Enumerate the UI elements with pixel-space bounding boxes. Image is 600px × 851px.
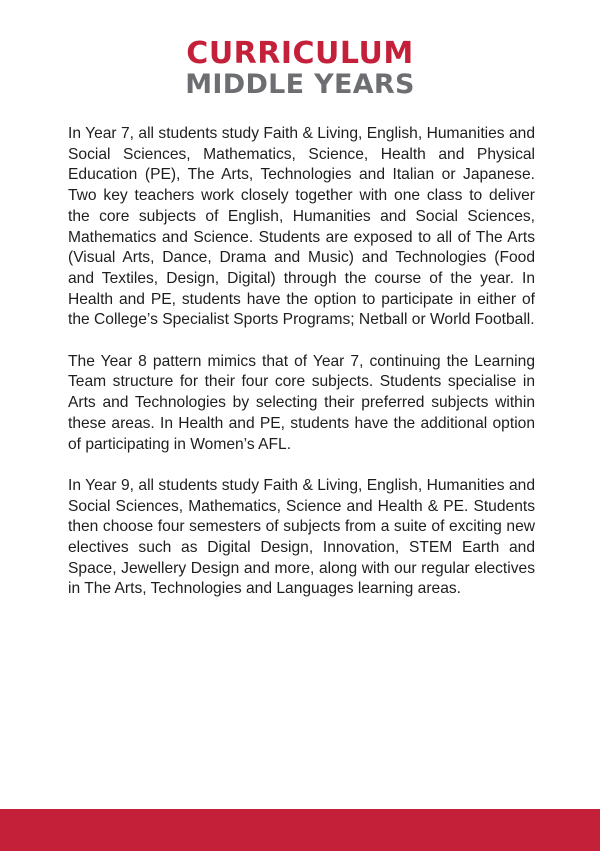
page-subtitle: MIDDLE YEARS (185, 69, 415, 100)
page-title: CURRICULUM (186, 36, 414, 71)
paragraph-year-9: In Year 9, all students study Faith & Living, English, Humanities and Social Sciences, Mathematics, Science and Health & PE. Students then choose four semesters of subjects from a suite of exciting new electives such as Digital Design, Innovation, STEM Earth and Space, Jewellery Design and more, along with our regular electives in The Arts, Technologies and Languages learning areas. (68, 476, 535, 598)
page-header (0, 38, 600, 100)
paragraph-year-7: In Year 7, all students study Faith & Living, English, Humanities and Social Sciences, Mathematics, Science, Health and Physical Education (PE), The Arts, Technologies and Italian or Japanese. Two key teachers work closely together with one class to deliver the core subjects of English, Humanities and Social Sciences, Mathematics and Science. Students are exposed to all of The Arts (Visual Arts, Dance, Drama and Music) and Technologies (Food and Textiles, Design, Digital) through the course of the year. In Health and PE, students have the option to participate in either of the College’s Specialist Sports Programs; Netball or World Football. (68, 125, 535, 329)
body-text (68, 124, 535, 621)
paragraph-year-8: The Year 8 pattern mimics that of Year 7, continuing the Learning Team structure for their four core subjects. Students specialise in Arts and Technologies by selecting their preferred subjects within these areas. In Health and PE, students have the additional option of participating in Women’s AFL. (68, 352, 535, 453)
footer-bar (0, 809, 600, 851)
